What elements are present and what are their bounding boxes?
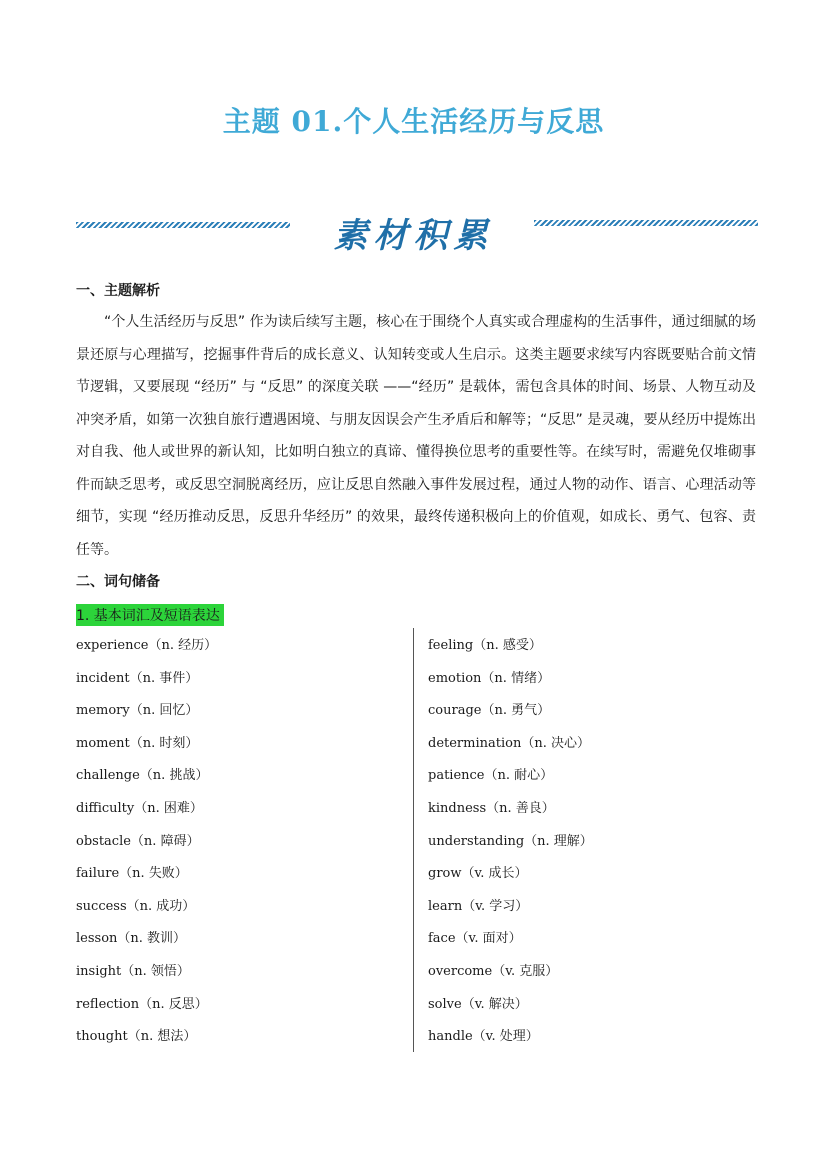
banner-title: 素材积累 — [333, 216, 494, 256]
vocab-item: grow（v. 成长） — [428, 866, 528, 882]
vocab-item: failure（n. 失败） — [76, 866, 188, 882]
vocab-item: overcome（v. 克服） — [428, 963, 559, 979]
vocab-item: incident（n. 事件） — [76, 670, 199, 686]
vocab-subheading: 1. 基本词汇及短语表达 — [76, 604, 224, 626]
vocab-item: insight（n. 领悟） — [76, 963, 190, 979]
vocab-item: kindness（n. 善良） — [428, 800, 555, 816]
vocab-item: emotion（n. 情绪） — [428, 670, 551, 686]
vocab-item: feeling（n. 感受） — [428, 638, 542, 653]
vocab-item: difficulty（n. 困难） — [76, 800, 203, 816]
vocab-item: lesson（n. 教训） — [76, 931, 187, 947]
vocab-item: success（n. 成功） — [76, 898, 196, 914]
page-title: 主题 01.个人生活经历与反思 — [222, 105, 605, 138]
vocab-item: experience（n. 经历） — [76, 638, 218, 653]
banner-stripe-right — [534, 220, 758, 226]
vocab-item: solve（v. 解决） — [428, 996, 528, 1012]
vocab-item: obstacle（n. 障碍） — [76, 833, 200, 849]
vocab-list-left — [76, 632, 217, 1056]
vocab-item: thought（n. 想法） — [76, 1029, 197, 1045]
vocab-list-right — [428, 632, 593, 1056]
vocab-item: understanding（n. 理解） — [428, 833, 593, 849]
section-1-heading: 一、主题解析 — [76, 283, 160, 299]
vocab-item: patience（n. 耐心） — [428, 768, 554, 784]
vocab-item: learn（v. 学习） — [428, 898, 529, 914]
vocab-item: handle（v. 处理） — [428, 1029, 539, 1045]
section-1-body: “个人生活经历与反思” 作为读后续写主题，核心在于围绕个人真实或合理虚构的生活事件，通过细腻的场景还原与心理描写，挖掘事件背后的成长意义、认知转变或人生启示。这类主题要求续写内容既要贴合前文情节逻辑，又要展现 “经历” 与 “反思” 的深度关联 ——“经历” 是载体，需包含具体的时间、场景、人物互动及冲突矛盾，如第一次独自旅行遭遇困境、与朋友因误会产生矛盾后和解等；“反思” 是灵魂，要从经历中提炼出对自我、他人或世界的新认知，比如明白独立的真谛、懂得换位思考的重要性等。在续写时，需避免仅堆砌事件而缺乏思考，或反思空洞脱离经历，应让反思自然融入事件发展过程，通过人物的动作、语言、心理活动等细节，实现 “经历推动反思，反思升华经历” 的效果，最终传递积极向上的价值观，如成长、勇气、包容、责任等。 — [76, 314, 756, 558]
vocab-item: determination（n. 决心） — [428, 735, 590, 751]
vocab-item: moment（n. 时刻） — [76, 735, 199, 751]
vocab-item: face（v. 面对） — [428, 931, 522, 947]
vocab-item: challenge（n. 挑战） — [76, 768, 209, 784]
vocab-item: reflection（n. 反思） — [76, 996, 208, 1012]
section-2-heading: 二、词句储备 — [76, 574, 160, 590]
vocab-item: memory（n. 回忆） — [76, 703, 199, 719]
vocab-item: courage（n. 勇气） — [428, 703, 551, 719]
column-divider — [413, 628, 414, 1052]
